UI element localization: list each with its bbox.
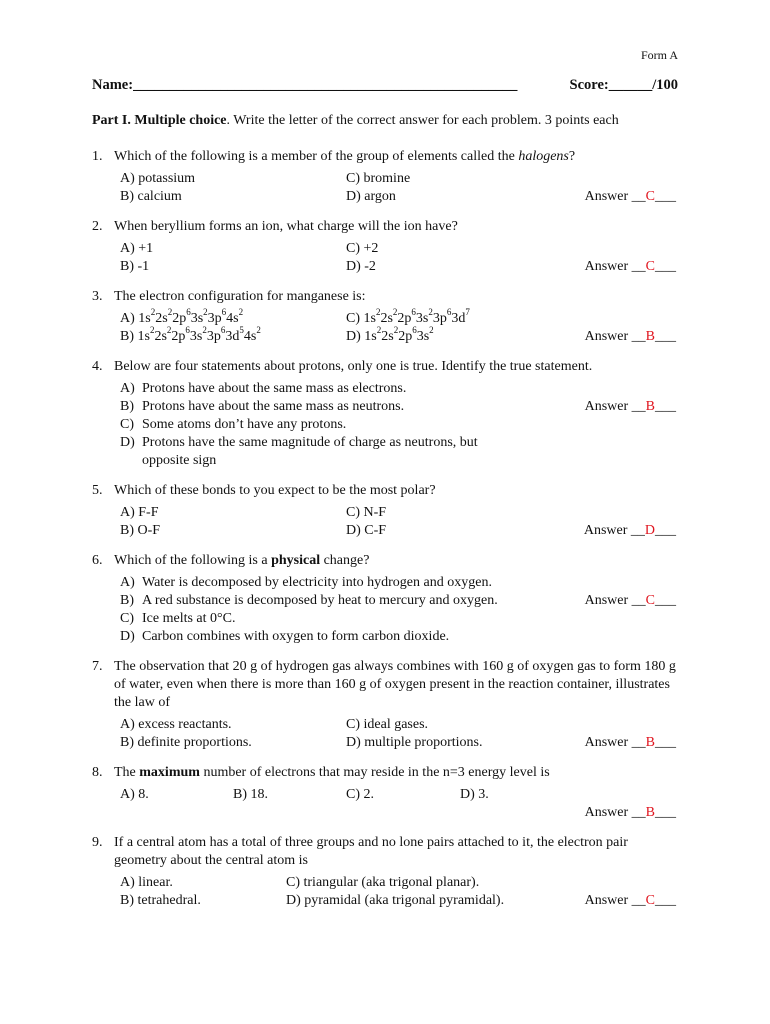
option-d: D) 3.	[460, 787, 489, 802]
question-stem: The observation that 20 g of hydrogen gas always combines with 160 g of oxygen gas to form 180 g of water, even when there is more than 160 g of oxygen present in the reaction container, illustrates the law of	[114, 659, 676, 710]
question-number: 5.	[92, 483, 103, 498]
answer-field[interactable]: Answer __C___	[584, 593, 676, 608]
question-9	[92, 834, 678, 910]
question-1	[92, 148, 678, 206]
option-b: B) O-F	[120, 523, 161, 538]
option-d: D) argon	[346, 189, 396, 204]
option-c: C) Ice melts at 0°C.	[120, 611, 236, 626]
option-a: A) linear.	[120, 875, 173, 890]
option-c: C) Some atoms don’t have any protons.	[120, 417, 347, 432]
option-d: D) Carbon combines with oxygen to form carbon dioxide.	[120, 629, 450, 644]
option-b: B) $1s^22s^22p^63s^23p^63d^54s^2$	[120, 325, 261, 344]
answer-field[interactable]: Answer __B___	[584, 805, 676, 820]
option-b: B) 18.	[233, 787, 268, 802]
option-a: A) F-F	[120, 505, 159, 520]
option-c: C) bromine	[346, 171, 411, 186]
question-stem: When beryllium forms an ion, what charge will the ion have?	[114, 219, 458, 234]
option-b: B) Protons have about the same mass as neutrons.	[120, 399, 405, 414]
option-b: B) definite proportions.	[120, 735, 252, 750]
answer-field[interactable]: Answer __D___	[583, 523, 676, 538]
option-a: A) Water is decomposed by electricity into hydrogen and oxygen.	[120, 575, 492, 590]
question-stem: The maximum number of electrons that may reside in the n=3 energy level is	[114, 765, 550, 780]
question-6	[92, 552, 678, 646]
question-number: 7.	[92, 659, 103, 674]
score-field[interactable]: Score:______/100	[569, 77, 678, 93]
option-d: D) C-F	[346, 523, 387, 538]
option-d: D) $1s^22s^22p^63s^2$	[346, 325, 434, 344]
option-a: A) 8.	[120, 787, 149, 802]
question-stem: Which of the following is a member of the group of elements called the halogens?	[114, 149, 576, 164]
question-stem: Which of the following is a physical change?	[114, 553, 370, 568]
answer-field[interactable]: Answer __C___	[584, 893, 676, 908]
question-stem: Which of these bonds to you expect to be the most polar?	[114, 483, 436, 498]
option-c: C) N-F	[346, 505, 387, 520]
option-c: C) +2	[346, 241, 379, 256]
option-b: B) calcium	[120, 189, 182, 204]
answer-field[interactable]: Answer __C___	[584, 259, 676, 274]
option-a: A) potassium	[120, 171, 196, 186]
question-number: 4.	[92, 359, 103, 374]
question-5	[92, 482, 678, 540]
option-c: C) ideal gases.	[346, 717, 429, 732]
answer-field[interactable]: Answer __C___	[584, 189, 676, 204]
answer-field[interactable]: Answer __B___	[584, 735, 676, 750]
part-title: Part I. Multiple choice	[92, 113, 227, 128]
instructions	[92, 112, 619, 130]
question-number: 1.	[92, 149, 103, 164]
question-8	[92, 764, 678, 822]
option-a: A) $1s^22s^22p^63s^23p^64s^2$	[120, 307, 244, 326]
question-number: 6.	[92, 553, 103, 568]
option-d: D) Protons have the same magnitude of charge as neutrons, but opposite sign	[120, 435, 478, 468]
question-stem: Below are four statements about protons, only one is true. Identify the true statement.	[114, 359, 593, 374]
option-b: B) A red substance is decomposed by heat to mercury and oxygen.	[120, 593, 498, 608]
question-stem: If a central atom has a total of three groups and no lone pairs attached to it, the electron pair geometry about the central atom is	[114, 835, 628, 868]
question-3	[92, 288, 678, 346]
option-d: D) multiple proportions.	[346, 735, 483, 750]
option-c: C) $1s^22s^22p^63s^23p^63d^7$	[346, 307, 470, 326]
question-4	[92, 358, 678, 470]
question-7	[92, 658, 678, 752]
answer-field[interactable]: Answer __B___	[584, 329, 676, 344]
name-field[interactable]: Name:_____________________________________________________	[92, 77, 518, 93]
form-label: Form A	[640, 48, 678, 62]
option-a: A) +1	[120, 241, 154, 256]
question-2	[92, 218, 678, 276]
question-number: 9.	[92, 835, 103, 850]
option-d: D) -2	[346, 259, 376, 274]
option-c: C) 2.	[346, 787, 374, 802]
question-number: 2.	[92, 219, 103, 234]
option-d: D) pyramidal (aka trigonal pyramidal).	[286, 893, 505, 908]
option-b: B) tetrahedral.	[120, 893, 201, 908]
header-line	[92, 76, 678, 94]
instructions-text: . Write the letter of the correct answer for each problem. 3 points each	[226, 113, 619, 128]
option-b: B) -1	[120, 259, 150, 274]
option-a: A) excess reactants.	[120, 717, 232, 732]
question-number: 3.	[92, 289, 103, 304]
question-stem: The electron configuration for manganese is:	[114, 289, 366, 304]
option-a: A) Protons have about the same mass as electrons.	[120, 381, 407, 396]
option-c: C) triangular (aka trigonal planar).	[286, 875, 480, 890]
answer-field[interactable]: Answer __B___	[584, 399, 676, 414]
question-number: 8.	[92, 765, 103, 780]
